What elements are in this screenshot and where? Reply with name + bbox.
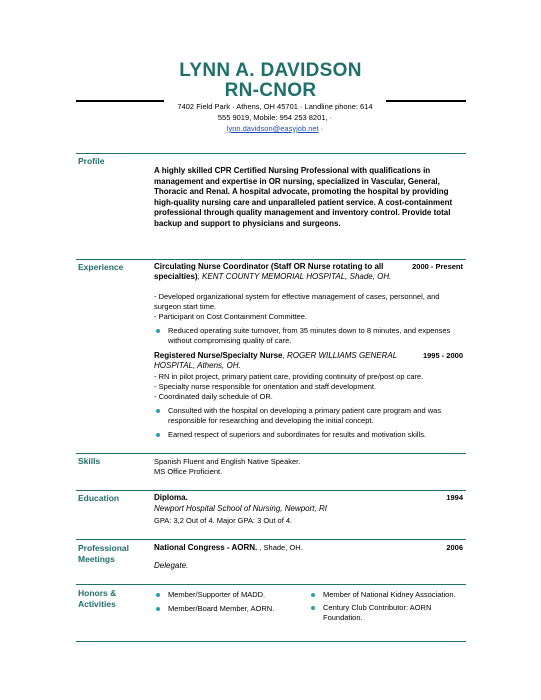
honors-label-line1: Honors & — [78, 588, 117, 598]
job-2-heading — [154, 351, 404, 371]
job-2-achievements — [154, 406, 464, 440]
honors-divider — [76, 584, 466, 585]
job-1-title: Circulating Nurse Coordinator (Staff OR Nurse rotating to all specialties) — [154, 262, 384, 281]
job-1-employer: , KENT COUNTY MEMORIAL HOSPITAL, Shade, OH. — [197, 272, 392, 281]
job-1-dates: 2000 - Present — [412, 262, 463, 271]
contact-phone: 555 9019, Mobile: 954 253 8201, · — [217, 113, 333, 122]
job-2-dates: 1995 - 2000 — [422, 351, 463, 360]
education-details — [154, 504, 464, 526]
meeting-location: , Shade, OH. — [257, 543, 303, 552]
education-divider — [76, 490, 466, 491]
honors-column-1 — [154, 590, 309, 626]
job-1-achievements — [154, 326, 464, 346]
list-item: Consulted with the hospital on developing a primary patient care program and was responsible for researching and developing the initial concept. — [154, 406, 464, 426]
header-rule-right — [386, 100, 466, 102]
job-2-title: Registered Nurse/Specialty Nurse — [154, 351, 283, 360]
education-gpa: GPA: 3,2 Out of 4. Major GPA: 3 Out of 4. — [154, 516, 293, 525]
email-link[interactable]: lynn.davidson@easyjob.net — [226, 124, 319, 133]
candidate-name: LYNN A. DAVIDSON — [179, 60, 362, 81]
skills-label: Skills — [78, 456, 101, 466]
education-label: Education — [78, 493, 120, 503]
list-item: Reduced operating suite turnover, from 35 minutes down to 8 minutes, and expenses without compromising quality of care. — [154, 326, 464, 346]
experience-divider — [76, 259, 466, 260]
contact-address: 7402 Field Park · Athens, OH 45701 · Landline phone: 614 — [177, 102, 373, 111]
honors-column-2 — [309, 590, 459, 626]
job-2-details — [154, 372, 464, 443]
education-year: 1994 — [446, 493, 463, 502]
job-1-details — [154, 292, 464, 349]
profile-text: A highly skilled CPR Certified Nursing Professional with qualifications in management and expertise in OR nursing, specialized in Vascular, General, Thoracic and Renal. A hospital advocate, promoting the hospital by providing high-quality nursing care and unparalleled patient service. A cost-containment professional through quality management and inventory control. Provide total backup and support to physicians and surgeons. — [154, 166, 453, 228]
meeting-event: National Congress - AORN. — [154, 543, 258, 552]
list-item: Earned respect of superiors and subordinates for results and motivation skills. — [154, 430, 464, 440]
meeting-year: 2006 — [446, 543, 463, 552]
skills-divider — [76, 453, 466, 454]
meetings-divider — [76, 539, 466, 540]
honors-list — [154, 590, 464, 626]
contact-email-line — [164, 123, 386, 134]
skill-item: MS Office Proficient. — [154, 467, 223, 476]
job-2-duty: - Specialty nurse responsible for orientation and staff development. — [154, 382, 377, 391]
list-item: Member of National Kidney Association. — [309, 590, 459, 600]
experience-label: Experience — [78, 262, 124, 272]
list-item: Member/Supporter of MADD. — [154, 590, 309, 600]
meeting-role: Delegate. — [154, 561, 189, 570]
job-1-duty: - Developed organizational system for effective management of cases, personnel, and surgeon start time. — [154, 292, 440, 311]
skills-list — [154, 457, 464, 477]
education-school: Newport Hospital School of Nursing, Newport, RI — [154, 504, 327, 513]
email-suffix: · — [318, 124, 324, 133]
meetings-heading — [154, 543, 464, 553]
contact-block — [164, 101, 386, 134]
job-2-duty: - Coordinated daily schedule of OR. — [154, 392, 273, 401]
profile-label: Profile — [78, 156, 105, 166]
job-1-heading — [154, 262, 404, 282]
job-2-employer: , ROGER WILLIAMS GENERAL HOSPITAL, Athens, OH. — [154, 351, 398, 370]
honors-label — [78, 588, 116, 610]
header-rule-left — [76, 100, 164, 102]
profile-divider — [76, 153, 466, 154]
list-item: Member/Board Member, AORN. — [154, 604, 309, 614]
job-2-duty: - RN in pilot project, primary patient care, providing continuity of pre/post op care. — [154, 372, 424, 381]
skill-item: Spanish Fluent and English Native Speaker. — [154, 457, 301, 466]
meetings-label-line1: Professional — [78, 543, 130, 553]
meetings-label-line2: Meetings — [78, 554, 115, 564]
education-degree: Diploma. — [154, 493, 188, 502]
honors-label-line2: Activities — [78, 599, 116, 609]
meetings-label — [78, 543, 129, 565]
bottom-divider — [76, 641, 466, 642]
list-item: Century Club Contributor: AORN Foundation. — [309, 603, 459, 623]
candidate-credential: RN-CNOR — [224, 80, 317, 101]
job-1-duty: - Participant on Cost Containment Committee. — [154, 312, 307, 321]
